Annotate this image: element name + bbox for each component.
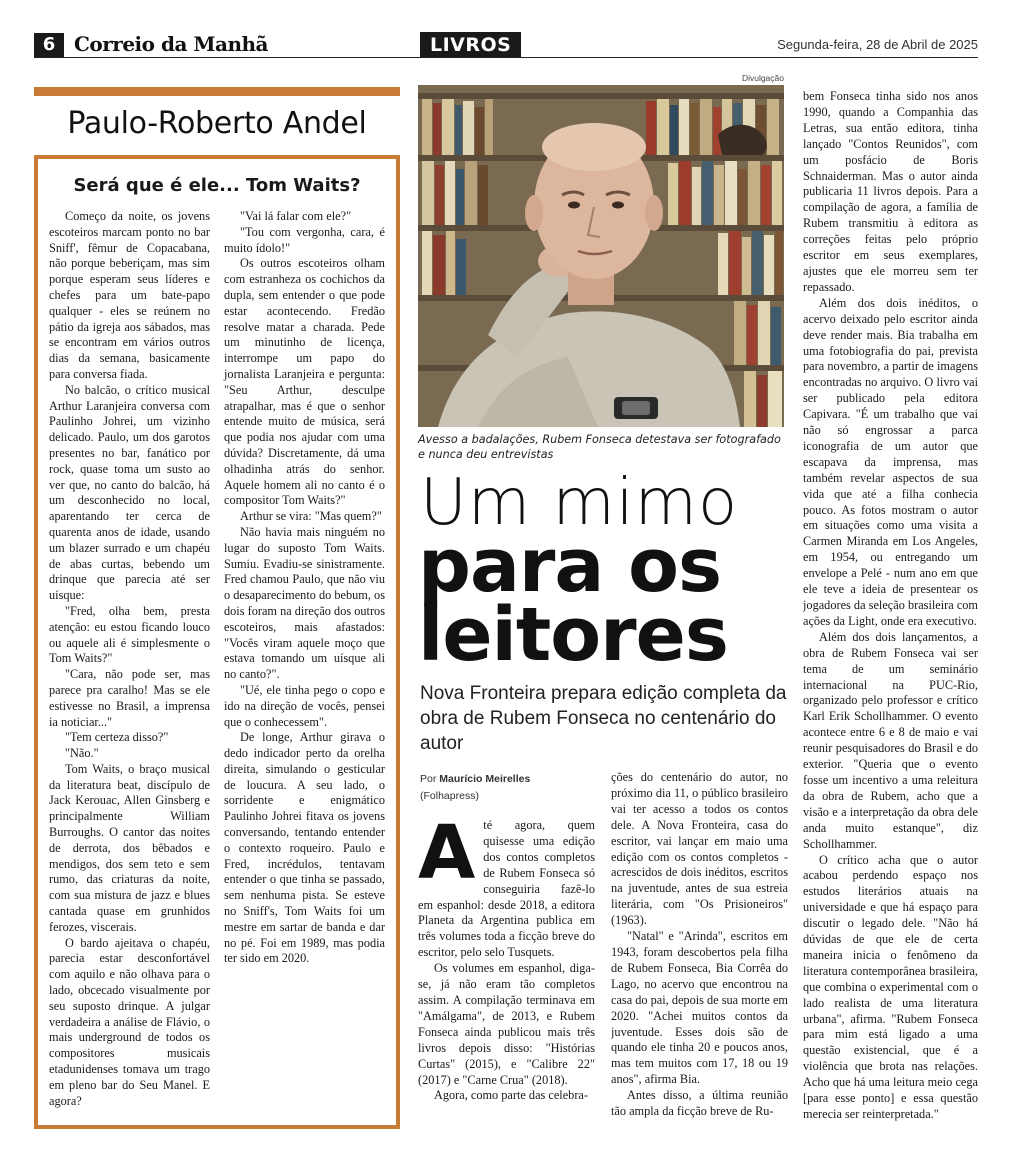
column-paragraph: "Tou com vergonha, cara, é muito ídolo!" <box>224 224 385 255</box>
author-photo-illustration <box>418 85 784 427</box>
masthead: Correio da Manhã <box>74 32 269 56</box>
columnist-name: Paulo-Roberto Andel <box>67 106 367 141</box>
photo-credit: Divulgação <box>741 73 784 83</box>
byline-author: Maurício Meirelles <box>439 773 531 785</box>
article-paragraph: té agora, quem quisesse uma edição dos contos completos de Rubem Fonseca só conseguiria fazê-lo em espanhol: desde 2018, a editora Planeta da Argentina publica em três volumes toda a ficção breve do escritor, pelo selo Tusquets. <box>418 818 595 960</box>
headline-line-2: para os <box>418 523 721 609</box>
column-paragraph: O bardo ajeitava o chapéu, parecia estar desconfortável com aquilo e não olhava para o lado, obcecado visualmente por seu suposto drinque. A julgar verdadeira a análise de Flávio, o mais underground de todos os compositores musicais etadunidenses tomava um trago em pleno bar do Seu Manel. E agora? <box>49 935 210 1108</box>
page-number: 6 <box>34 33 64 57</box>
column-paragraph: "Vai lá falar com ele?" <box>240 209 352 223</box>
column-paragraph: "Tem certeza disso?" <box>65 730 169 745</box>
article-paragraph: bem Fonseca tinha sido nos anos 1990, quando a Companhia das Letras, sua então editora, tinha lançado "Contos Reunidos", com um posfácio de Boris Schnaiderman. Mas o autor ainda publicaria 11 livros depois. Para a compilação de agora, a família de Rubem transmitiu à editora as correções feitas pelo próprio escritor em seus exemplares, ajustes que ele morreu sem ter repassado. <box>803 89 978 294</box>
headline-line-3: leitores <box>418 592 728 678</box>
column-paragraph: Não havia mais ninguém no lugar do suposto Tom Waits. Sumiu. Evadiu-se sinistramente. Fred chamou Paulo, que não viu o desaparecimento do bebum, os dois foram na direção dos outros escoteiros, mais afastados: "Vocês viram aquele moço que estava tomando um uísque ali no canto?". <box>224 524 385 682</box>
article-column-3 <box>803 89 978 1131</box>
headline-line-1: Um mimo <box>420 466 739 540</box>
column-paragraph: Começo da noite, os jovens escoteiros marcam ponto no bar Sniff', fêmur de Copacabana, não porque beberiçam, mas sim porque esperam seus líderes e chefes para um bate-papo qualquer - eles se reúnem no pátio da igreja aos sábados, mas se encontram em vários outros dias da semana, basicamente para conversa fiada. <box>49 209 210 381</box>
column-paragraph: "Cara, não pode ser, mas parece pra caralho! Mas se ele estivesse no Brasil, a imprensa ia noticiar..." <box>49 667 210 729</box>
subheadline: Nova Fronteira prepara edição completa da obra de Rubem Fonseca no centenário do autor <box>420 683 787 754</box>
column-paragraph: No balcão, o crítico musical Arthur Laranjeira conversa com Paulinho Johrei, um vizinho delicado. Paulo, um dos garotos presentes no bar, fanático por rock, quase toma um susto ao ver que, no canto do balcão, há um desconhecido no local, aparentando ter cerca de quarenta anos de idade, usando um blazer surrado e um chapéu de abas curtas, bebendo um drinque que parecia até ser uísque: <box>49 382 210 603</box>
article-paragraph: "Natal" e "Arinda", escritos em 1943, foram descobertos pela filha de Rubem Fonseca, Bia Corrêa do Lago, no acervo que encontrou na casa do pai, depois de sua morte em 2020. "Achei muitos contos da juventude. Esses dois são de quando ele tinha 20 e poucos anos, mas tem muitos com 17, 18 ou 19 anos", afirma Bia. <box>611 929 788 1087</box>
article-paragraph: Além dos dois lançamentos, a obra de Rubem Fonseca vai ser tema de um seminário internacional na PUC-Rio, organizado pelo professor e crítico Karl Erik Schollhammer. O evento acontece entre 6 e 8 de maio e vai reunir pesquisadores do Brasil e do exterior. "Queria que o evento fosse um incentivo a uma releitura da obra de Rubem, acho que a visão e a interpretação da obra dele anda muito estanque", diz Schollhammer. <box>803 629 978 851</box>
column-paragraph: Os outros escoteiros olham com estranheza os cochichos da dupla, sem entender o que pode estar acontecendo. Fredão resolve matar a charada. Pede um minutinho de licença, interrompe um papo do jornalista Laranjeira e pergunta: "Seu Arthur, desculpe atrapalhar, mas é que o senhor entende muito de música, será que podia nos ajudar com uma dúvida? Discretamente, dá uma olhadinha atrás do senhor. Aquele homem ali no canto é o compositor Tom Waits?" <box>224 256 385 508</box>
article-paragraph: Os volumes em espanhol, diga-se, já não eram tão completos assim. A compilação terminava em "Amálgama", de 2013, e Rubem Fonseca ainda publicou mais três livros depois disso: "Histórias Curtas" (2015), e "Calibre 22" (2017) e "Carne Crua" (2018). <box>418 961 595 1087</box>
article-paragraph: O crítico acha que o autor acabou perdendo espaço nos estudos literários atuais na universidade e que há espaço para discutir o legado dele. "Não há dúvidas de que ele de certa maneira inicia o fenômeno da literatura contemporânea brasileira, que combina o experimental com o lado realista de uma literatura urbana", afirma. "Rubem Fonseca para mim está ligado a uma questão existencial, que é a violência que brota nas relações. Acho que há uma leitura meio cega [para esse ponto] e essa questão merecia ser reinterpretada." <box>803 852 978 1121</box>
column-title: Será que é ele... Tom Waits? <box>73 175 361 196</box>
column-box <box>34 155 400 1129</box>
byline-prefix: Por <box>420 773 437 785</box>
article-paragraph: Agora, como parte das celebra- <box>434 1088 588 1103</box>
column-paragraph: "Fred, olha bem, presta atenção: eu estou ficando louco ou aquele ali é simplesmente o Tom Waits?" <box>49 603 210 666</box>
article-paragraph: Além dos dois inéditos, o acervo deixado pelo escritor ainda deve render mais. Bia trabalha em uma fotobiografia do pai, prevista para novembro, a partir de imagens encontradas no arquivo. O livro vai ser publicado pela editora Capivara. "É um trabalho que vai não só engrossar a parca iconografia de um autor que escapava da imprensa, mas também revelar aspectos de sua vida que até a filha conhecia pouco. As fotos mostram o autor em situações como uma visita a Carmen Miranda em Los Angeles, em 1954, ou entregando um envelope a Pelé - num ano em que ele teve a ideia de presentear os jogadores da seleção brasileira com ações da Light, onde era executivo. <box>803 295 978 628</box>
column-body <box>49 209 385 1114</box>
photo-caption: Avesso a badalações, Rubem Fonseca detestava ser fotografado e nunca deu entrevistas <box>418 433 781 461</box>
page-header <box>34 30 978 58</box>
header-rule <box>34 57 978 58</box>
article-column-1 <box>418 818 595 1133</box>
column-accent-bar <box>34 87 400 96</box>
byline <box>420 771 590 805</box>
drop-cap: A <box>418 818 476 896</box>
issue-date: Segunda-feira, 28 de Abril de 2025 <box>777 37 978 52</box>
author-photo <box>418 85 784 427</box>
column-paragraph: "Ué, ele tinha pego o copo e ido na direção de vocês, pensei que o conhecessem". <box>224 682 385 729</box>
column-paragraph: Arthur se vira: "Mas quem?" <box>240 509 382 524</box>
section-tag: LIVROS <box>420 32 521 58</box>
column-paragraph: Tom Waits, o braço musical da literatura beat, discípulo de Jack Kerouac, Allen Ginsberg e principalmente William Burroughs. O cantor das noites de derrota, dos bêbados e mendigos, dos sem teto e sem rumo, das criaturas da noite, com sua mistura de jazz e blues cantada quase em grunhidos ferozes, viscerais. <box>49 761 210 934</box>
article-column-2 <box>611 770 788 1130</box>
column-paragraph: "Não." <box>65 746 99 761</box>
column-paragraph: De longe, Arthur girava o dedo indicador perto da orelha direita, simulando o gesticular de loucura. A seu lado, o sorridente e enigmático Paulinho Johrei fitava os jovens conversando, tentando entender o contexto roqueiro. Paulo e Fred, incrédulos, tentavam entender o que tinha se passado, sem nenhuma pista. Se esteve no Sniff's, Tom Waits foi um mestre em sartar de banda e dar no pé. Foi em 1989, mas podia ter sido em 2020. <box>224 730 385 966</box>
byline-source: (Folhapress) <box>420 790 479 802</box>
article-paragraph: Antes disso, a última reunião tão ampla da ficção breve de Ru- <box>611 1088 788 1119</box>
article-paragraph: ções do centenário do autor, no próximo dia 11, o público brasileiro vai ter acesso a todos os contos dele. A Nova Fronteira, casa do escritor, vai lançar em maio uma edição com os contos completos - acrescidos de dois inéditos, escritos na juventude, antes de sua estreia literária, com "Os Prisioneiros" (1963). <box>611 770 788 928</box>
